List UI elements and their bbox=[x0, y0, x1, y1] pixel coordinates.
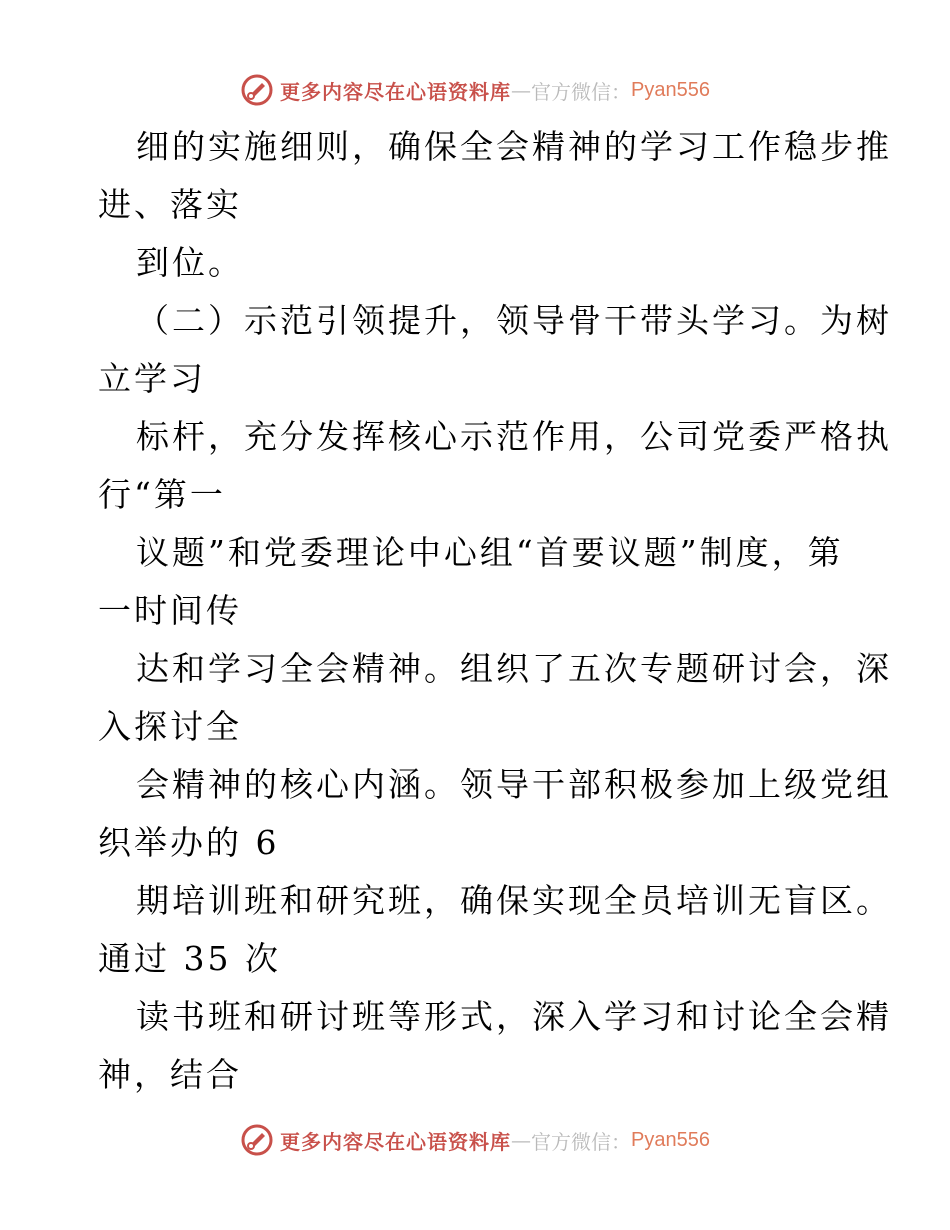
watermark-dash: — bbox=[511, 1128, 532, 1152]
text-line: 期培训班和研究班，确保实现全员培训无盲区。 bbox=[136, 881, 892, 920]
text-line: 议题”和党委理论中心组“首要议题”制度，第 bbox=[136, 533, 844, 572]
text-line: 通过 35 次 bbox=[98, 939, 281, 978]
text-line: 一时间传 bbox=[98, 591, 242, 630]
text-line: 标杆，充分发挥核心示范作用，公司党委严格执 bbox=[136, 417, 892, 456]
text-line: 达和学习全会精神。组织了五次专题研讨会，深 bbox=[136, 649, 892, 688]
text-line: （二）示范引领提升，领导骨干带头学习。为树 bbox=[136, 301, 892, 340]
footer-watermark bbox=[0, 1120, 950, 1160]
text-line: 读书班和研讨班等形式，深入学习和讨论全会精 bbox=[136, 997, 892, 1036]
brand-logo-icon bbox=[240, 1123, 274, 1157]
text-line: 到位。 bbox=[136, 243, 244, 282]
watermark-id: Pyan556 bbox=[631, 78, 710, 101]
watermark-brand: 更多内容尽在心语资料库 bbox=[280, 79, 512, 104]
watermark-id: Pyan556 bbox=[631, 1128, 710, 1151]
text-line: 行“第一 bbox=[98, 475, 226, 514]
text-line: 织举办的 6 bbox=[98, 823, 280, 862]
brand-logo-icon bbox=[240, 73, 274, 107]
text-line: 细的实施细则，确保全会精神的学习工作稳步推 bbox=[136, 127, 892, 166]
text-line: 入探讨全 bbox=[98, 707, 242, 746]
text-line: 立学习 bbox=[98, 359, 206, 398]
header-watermark bbox=[0, 70, 950, 110]
text-line: 进、落实 bbox=[98, 185, 242, 224]
document-body bbox=[98, 118, 892, 1104]
watermark-label: 官方微信： bbox=[531, 79, 632, 104]
watermark-brand: 更多内容尽在心语资料库 bbox=[280, 1129, 512, 1154]
watermark-dash: — bbox=[511, 78, 532, 102]
watermark-label: 官方微信： bbox=[531, 1129, 632, 1154]
text-line: 会精神的核心内涵。领导干部积极参加上级党组 bbox=[136, 765, 892, 804]
text-line: 神，结合 bbox=[98, 1055, 242, 1094]
